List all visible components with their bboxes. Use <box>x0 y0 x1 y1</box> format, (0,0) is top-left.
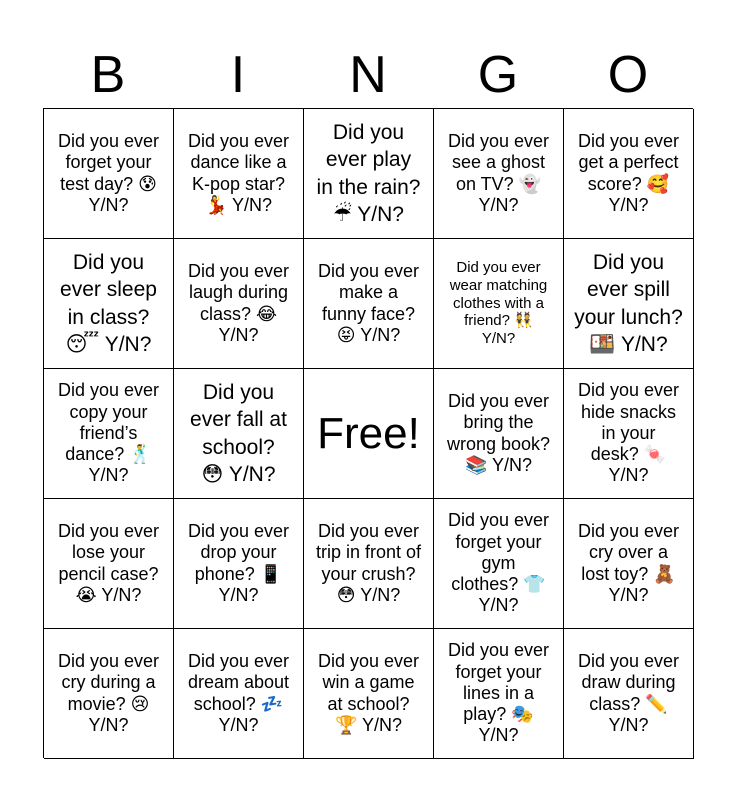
free-space-cell[interactable]: Free! <box>304 369 434 499</box>
bingo-cell[interactable]: Did you ever lose your pencil case? 😭 Y/N? <box>44 499 174 629</box>
bingo-cell[interactable]: Did you ever bring the wrong book? 📚 Y/N? <box>434 369 564 499</box>
bingo-cell[interactable]: Did you ever cry during a movie? 😢 Y/N? <box>44 629 174 759</box>
bingo-cell[interactable]: Did you ever wear matching clothes with a friend? 👯 Y/N? <box>434 239 564 369</box>
bingo-header <box>43 42 693 108</box>
bingo-cell[interactable]: Did you ever make a funny face? 😝 Y/N? <box>304 239 434 369</box>
header-letter-i: I <box>230 46 246 104</box>
header-letter-g: G <box>477 46 519 104</box>
bingo-cell[interactable]: Did you ever get a perfect score? 🥰 Y/N? <box>564 109 694 239</box>
bingo-cell[interactable]: Did you ever win a game at school? 🏆 Y/N? <box>304 629 434 759</box>
bingo-card <box>43 108 693 758</box>
bingo-cell[interactable]: Did you ever drop your phone? 📱 Y/N? <box>174 499 304 629</box>
bingo-cell[interactable]: Did you ever forget your gym clothes? 👕 Y/N? <box>434 499 564 629</box>
bingo-cell[interactable]: Did you ever dream about school? 💤 Y/N? <box>174 629 304 759</box>
bingo-cell[interactable]: Did you ever laugh during class? 😂 Y/N? <box>174 239 304 369</box>
bingo-cell[interactable]: Did you ever hide snacks in your desk? 🍬 Y/N? <box>564 369 694 499</box>
bingo-cell[interactable]: Did you ever sleep in class? 😴 Y/N? <box>44 239 174 369</box>
header-letter-o: O <box>607 46 649 104</box>
bingo-cell[interactable]: Did you ever draw during class? ✏️ Y/N? <box>564 629 694 759</box>
header-letter-b: B <box>90 46 126 104</box>
bingo-cell[interactable]: Did you ever fall at school? 😳 Y/N? <box>174 369 304 499</box>
bingo-cell[interactable]: Did you ever play in the rain? ☔ Y/N? <box>304 109 434 239</box>
bingo-cell[interactable]: Did you ever spill your lunch? 🍱 Y/N? <box>564 239 694 369</box>
bingo-cell[interactable]: Did you ever dance like a K-pop star? 💃 Y/N? <box>174 109 304 239</box>
bingo-cell[interactable]: Did you ever forget your lines in a play? 🎭 Y/N? <box>434 629 564 759</box>
bingo-cell[interactable]: Did you ever cry over a lost toy? 🧸 Y/N? <box>564 499 694 629</box>
bingo-cell[interactable]: Did you ever trip in front of your crush? 😳 Y/N? <box>304 499 434 629</box>
bingo-cell[interactable]: Did you ever forget your test day? 😰 Y/N? <box>44 109 174 239</box>
bingo-cell[interactable]: Did you ever copy your friend’s dance? 🕺 Y/N? <box>44 369 174 499</box>
bingo-cell[interactable]: Did you ever see a ghost on TV? 👻 Y/N? <box>434 109 564 239</box>
header-letter-n: N <box>349 46 387 104</box>
